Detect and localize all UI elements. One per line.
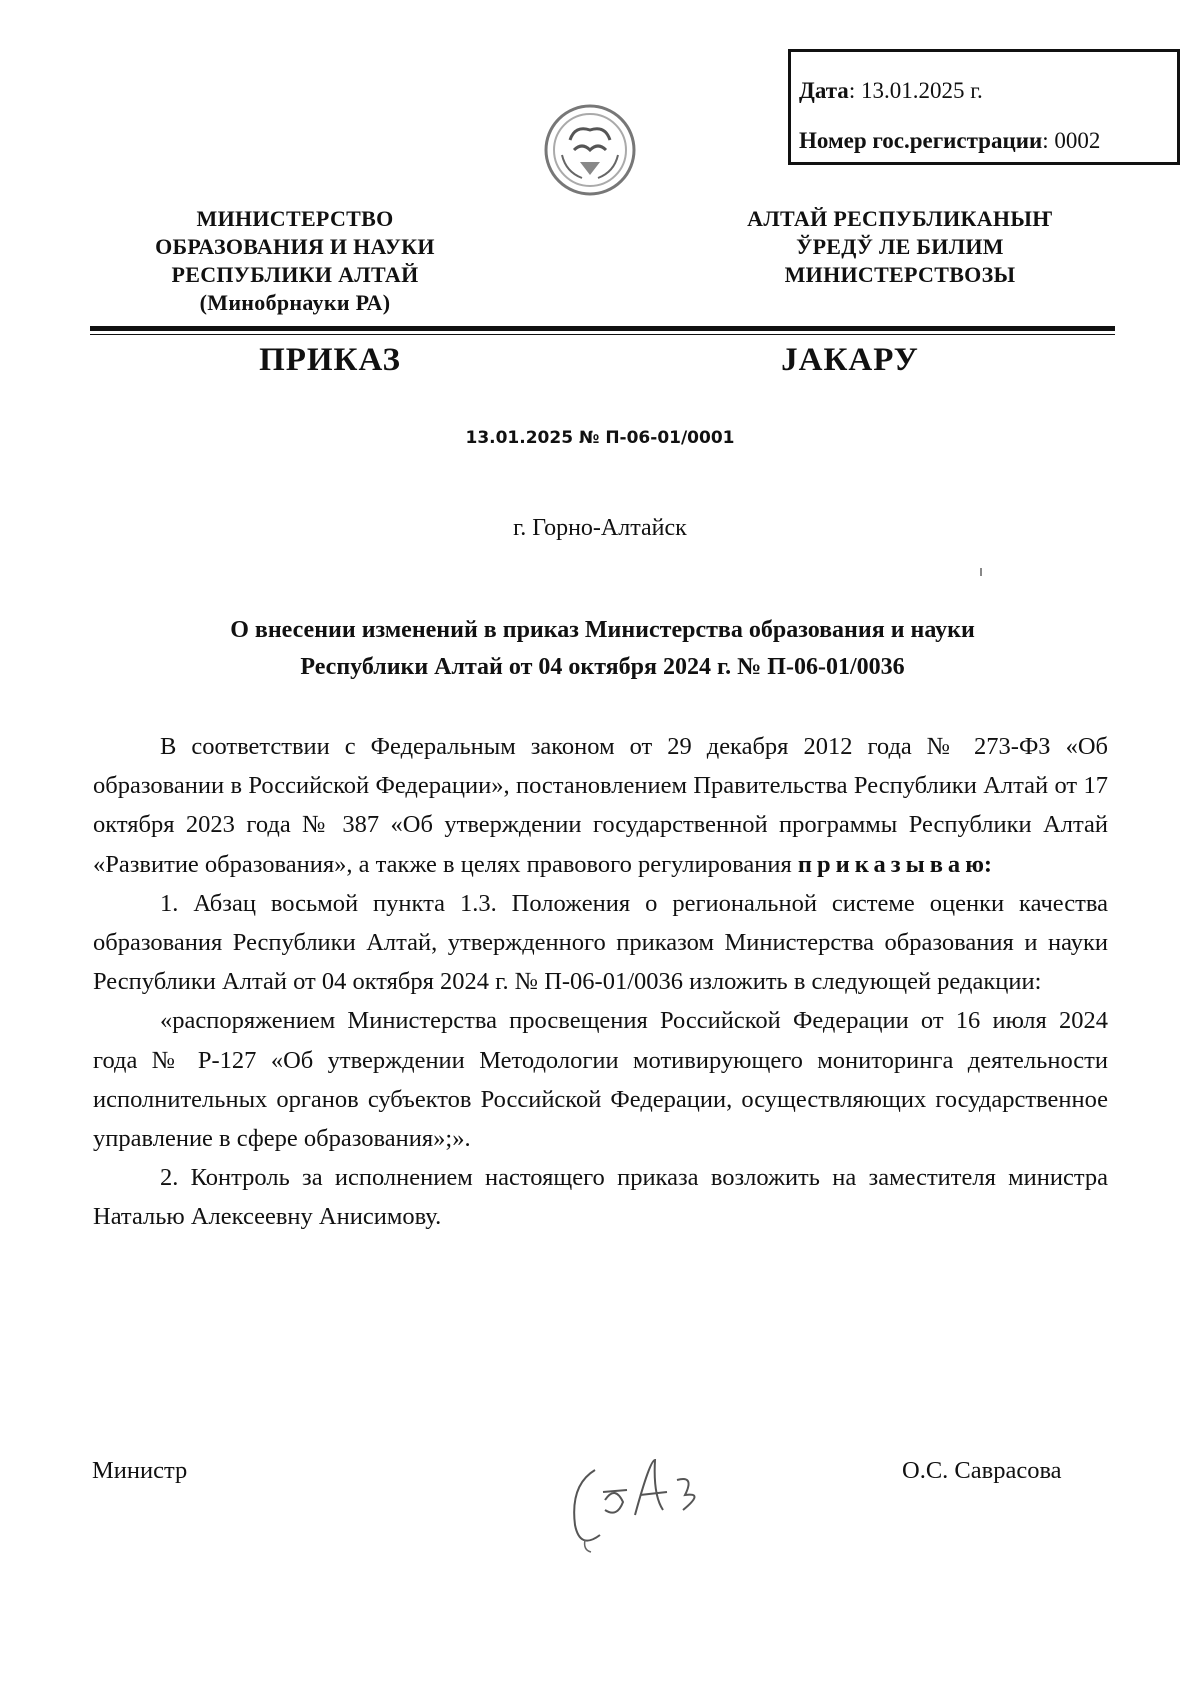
signatory-name: О.С. Саврасова	[902, 1457, 1062, 1484]
registration-box	[788, 49, 1180, 165]
registration-date: Дата: 13.01.2025 г.	[799, 78, 983, 103]
ministry-name-altai: АЛТАЙ РЕСПУБЛИКАНЫҤ ЎРЕДЎ ЛЕ БИЛИМ МИНИСТЕРСТВОЗЫ	[747, 206, 1053, 287]
paragraph-preamble: В соответствии с Федеральным законом от 29 декабря 2012 года № 273-ФЗ «Об образовании в Российской Федерации», постановлением Правительства Республики Алтай от 17 октября 2023 года № 387 «Об утверждении государственной программы Республики Алтай «Развитие образования», а также в целях правового регулирования приказываю:	[93, 733, 1108, 878]
order-number: 13.01.2025 № П-06-01/0001	[465, 428, 735, 448]
paragraph-item-1: 1. Абзац восьмой пункта 1.3. Положения о региональной системе оценки качества образования Республики Алтай, утвержденного приказом Министерства образования и науки Республики Алтай от 04 октября 2024 г. № П-06-01/0036 изложить в следующей редакции:	[93, 889, 1108, 996]
paragraph-item-2: 2. Контроль за исполнением настоящего приказа возложить на заместителя министра Наталью Алексеевну Анисимову.	[93, 1164, 1108, 1231]
registration-number: Номер гос.регистрации: 0002	[799, 128, 1101, 153]
order-subject: О внесении изменений в приказ Министерства образования и науки Республики Алтай от 04 октября 2024 г. № П-06-01/0036	[230, 617, 975, 680]
ministry-name-russian: МИНИСТЕРСТВО ОБРАЗОВАНИЯ И НАУКИ РЕСПУБЛИКИ АЛТАЙ (Минобрнауки РА)	[155, 206, 435, 315]
order-title-russian: ПРИКАЗ	[259, 342, 401, 378]
header-divider-thin	[90, 334, 1115, 335]
order-title-altai: ЈАКАРУ	[781, 342, 919, 378]
header-divider-thick	[90, 326, 1115, 331]
scan-artifact	[980, 568, 982, 576]
order-body	[93, 727, 1108, 1237]
paragraph-quote: «распоряжением Министерства просвещения Российской Федерации от 16 июля 2024 года № Р-127 «Об утверждении Методологии мотивирующего мониторинга деятельности исполнительных органов субъектов Российской Федерации, осуществляющих государственное управление в сфере образования»;».	[93, 1007, 1108, 1153]
order-city: г. Горно-Алтайск	[513, 515, 687, 541]
coat-of-arms-emblem	[540, 100, 640, 200]
signatory-position: Министр	[92, 1457, 188, 1484]
handwritten-signature	[555, 1440, 735, 1560]
